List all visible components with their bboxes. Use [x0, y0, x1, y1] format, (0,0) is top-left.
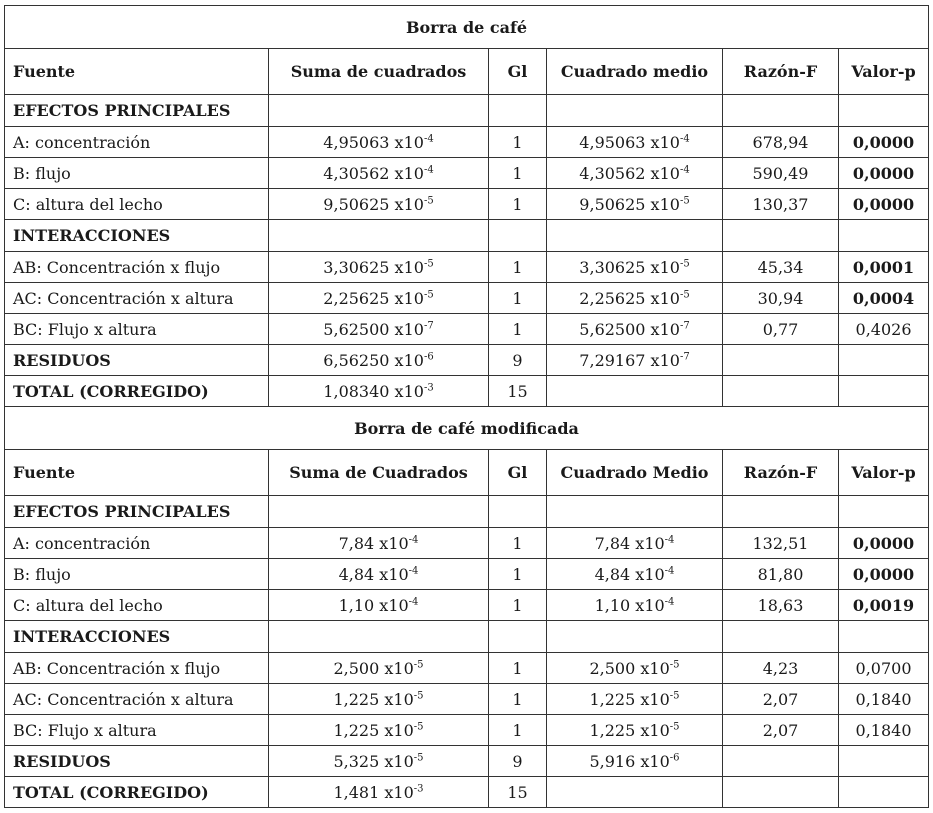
source-cell: C: altura del lecho — [5, 189, 269, 220]
cuadrado-medio-cell — [547, 283, 723, 314]
exponent: -5 — [679, 289, 690, 301]
mantissa: 7,29167 x10 — [579, 350, 680, 370]
exponent: -5 — [413, 721, 424, 733]
exponent: -7 — [679, 351, 690, 363]
razon-f-cell: 30,94 — [723, 283, 839, 314]
valor-p-cell: 0,0001 — [839, 252, 929, 283]
source-cell: TOTAL (CORREGIDO) — [5, 777, 269, 808]
source-cell: BC: Flujo x altura — [5, 314, 269, 345]
razon-f-cell: 18,63 — [723, 590, 839, 621]
empty-cell — [723, 496, 839, 528]
mantissa: 1,225 x10 — [333, 720, 414, 740]
valor-p-cell: 0,1840 — [839, 684, 929, 715]
cuadrado-medio-cell — [547, 746, 723, 777]
exponent: -5 — [423, 289, 434, 301]
group-row — [5, 496, 929, 528]
empty-cell — [839, 345, 929, 376]
gl-cell: 1 — [489, 189, 547, 220]
gl-cell: 1 — [489, 314, 547, 345]
source-cell: AB: Concentración x flujo — [5, 252, 269, 283]
header-razon-f: Razón-F — [723, 450, 839, 496]
mantissa: 4,84 x10 — [594, 564, 665, 584]
table-row — [5, 252, 929, 283]
group-label: EFECTOS PRINCIPALES — [5, 95, 269, 127]
mantissa: 1,08340 x10 — [323, 381, 424, 401]
valor-p-cell: 0,0000 — [839, 158, 929, 189]
source-cell: AC: Concentración x altura — [5, 684, 269, 715]
empty-cell — [269, 621, 489, 653]
valor-p-cell: 0,0004 — [839, 283, 929, 314]
empty-cell — [723, 621, 839, 653]
group-row — [5, 95, 929, 127]
source-cell: A: concentración — [5, 528, 269, 559]
cuadrado-medio-cell — [547, 127, 723, 158]
table-row — [5, 559, 929, 590]
valor-p-cell: 0,0000 — [839, 528, 929, 559]
exponent: -4 — [408, 534, 419, 546]
header-razon-f: Razón-F — [723, 49, 839, 95]
valor-p-cell: 0,0019 — [839, 590, 929, 621]
empty-cell — [839, 496, 929, 528]
mantissa: 1,481 x10 — [333, 782, 414, 802]
cuadrado-medio-cell — [547, 252, 723, 283]
cuadrado-medio-cell — [547, 590, 723, 621]
mantissa: 2,500 x10 — [589, 658, 670, 678]
exponent: -5 — [679, 195, 690, 207]
table-row — [5, 283, 929, 314]
source-cell: B: flujo — [5, 158, 269, 189]
razon-f-cell: 2,07 — [723, 715, 839, 746]
header-valor-p: Valor-p — [839, 49, 929, 95]
suma-cuadrados-cell — [269, 314, 489, 345]
gl-cell: 1 — [489, 715, 547, 746]
gl-cell: 1 — [489, 528, 547, 559]
cuadrado-medio-cell — [547, 684, 723, 715]
empty-cell — [839, 376, 929, 407]
suma-cuadrados-cell — [269, 715, 489, 746]
section-title-row — [5, 407, 929, 450]
empty-cell — [269, 95, 489, 127]
cuadrado-medio-cell — [547, 345, 723, 376]
mantissa: 2,500 x10 — [333, 658, 414, 678]
razon-f-cell: 2,07 — [723, 684, 839, 715]
exponent: -4 — [408, 596, 419, 608]
suma-cuadrados-cell — [269, 345, 489, 376]
exponent: -4 — [408, 565, 419, 577]
exponent: -3 — [423, 382, 434, 394]
empty-cell — [839, 746, 929, 777]
cuadrado-medio-cell — [547, 528, 723, 559]
suma-cuadrados-cell — [269, 746, 489, 777]
source-cell: B: flujo — [5, 559, 269, 590]
mantissa: 2,25625 x10 — [579, 288, 680, 308]
gl-cell: 9 — [489, 746, 547, 777]
mantissa: 5,62500 x10 — [579, 319, 680, 339]
suma-cuadrados-cell — [269, 528, 489, 559]
empty-cell — [547, 621, 723, 653]
mantissa: 5,62500 x10 — [323, 319, 424, 339]
exponent: -4 — [664, 596, 675, 608]
gl-cell: 1 — [489, 252, 547, 283]
gl-cell: 15 — [489, 777, 547, 808]
empty-cell — [723, 746, 839, 777]
source-cell: C: altura del lecho — [5, 590, 269, 621]
mantissa: 4,95063 x10 — [323, 132, 424, 152]
suma-cuadrados-cell — [269, 127, 489, 158]
suma-cuadrados-cell — [269, 653, 489, 684]
mantissa: 1,225 x10 — [333, 689, 414, 709]
empty-cell — [547, 95, 723, 127]
section-title: Borra de café modificada — [5, 407, 929, 450]
mantissa: 1,10 x10 — [338, 595, 409, 615]
empty-cell — [489, 621, 547, 653]
empty-cell — [723, 345, 839, 376]
mantissa: 4,95063 x10 — [579, 132, 680, 152]
empty-cell — [547, 220, 723, 252]
razon-f-cell: 0,77 — [723, 314, 839, 345]
valor-p-cell: 0,0000 — [839, 127, 929, 158]
cuadrado-medio-cell — [547, 559, 723, 590]
table-row — [5, 746, 929, 777]
valor-p-cell: 0,0000 — [839, 559, 929, 590]
valor-p-cell: 0,4026 — [839, 314, 929, 345]
source-cell: TOTAL (CORREGIDO) — [5, 376, 269, 407]
empty-cell — [723, 376, 839, 407]
exponent: -4 — [664, 534, 675, 546]
header-cuadrado: Cuadrado medio — [547, 49, 723, 95]
razon-f-cell: 45,34 — [723, 252, 839, 283]
gl-cell: 1 — [489, 158, 547, 189]
razon-f-cell: 81,80 — [723, 559, 839, 590]
gl-cell: 1 — [489, 684, 547, 715]
valor-p-cell: 0,0700 — [839, 653, 929, 684]
empty-cell — [723, 95, 839, 127]
table-row — [5, 590, 929, 621]
exponent: -5 — [423, 195, 434, 207]
group-row — [5, 220, 929, 252]
empty-cell — [839, 621, 929, 653]
header-fuente: Fuente — [5, 49, 269, 95]
suma-cuadrados-cell — [269, 590, 489, 621]
exponent: -5 — [669, 721, 680, 733]
exponent: -6 — [669, 752, 680, 764]
exponent: -5 — [413, 690, 424, 702]
exponent: -7 — [679, 320, 690, 332]
gl-cell: 1 — [489, 653, 547, 684]
mantissa: 7,84 x10 — [338, 533, 409, 553]
suma-cuadrados-cell — [269, 189, 489, 220]
header-fuente: Fuente — [5, 450, 269, 496]
gl-cell: 1 — [489, 127, 547, 158]
empty-cell — [839, 220, 929, 252]
mantissa: 1,10 x10 — [594, 595, 665, 615]
header-suma: Suma de cuadrados — [269, 49, 489, 95]
table-row — [5, 158, 929, 189]
razon-f-cell: 590,49 — [723, 158, 839, 189]
suma-cuadrados-cell — [269, 777, 489, 808]
mantissa: 6,56250 x10 — [323, 350, 424, 370]
header-suma: Suma de Cuadrados — [269, 450, 489, 496]
anova-table — [4, 5, 929, 808]
empty-cell — [489, 95, 547, 127]
cuadrado-medio-cell — [547, 158, 723, 189]
exponent: -5 — [669, 659, 680, 671]
mantissa: 4,30562 x10 — [323, 163, 424, 183]
empty-cell — [723, 220, 839, 252]
exponent: -6 — [423, 351, 434, 363]
gl-cell: 1 — [489, 559, 547, 590]
header-valor-p: Valor-p — [839, 450, 929, 496]
table-row — [5, 777, 929, 808]
empty-cell — [723, 777, 839, 808]
table-row — [5, 127, 929, 158]
table-row — [5, 314, 929, 345]
razon-f-cell: 4,23 — [723, 653, 839, 684]
valor-p-cell: 0,0000 — [839, 189, 929, 220]
empty-cell — [489, 220, 547, 252]
exponent: -4 — [423, 164, 434, 176]
suma-cuadrados-cell — [269, 252, 489, 283]
source-cell: RESIDUOS — [5, 345, 269, 376]
header-row — [5, 49, 929, 95]
suma-cuadrados-cell — [269, 376, 489, 407]
suma-cuadrados-cell — [269, 559, 489, 590]
mantissa: 1,225 x10 — [589, 720, 670, 740]
gl-cell: 1 — [489, 283, 547, 314]
exponent: -4 — [664, 565, 675, 577]
table-row — [5, 653, 929, 684]
cuadrado-medio-cell — [547, 314, 723, 345]
group-label: EFECTOS PRINCIPALES — [5, 496, 269, 528]
mantissa: 7,84 x10 — [594, 533, 665, 553]
group-label: INTERACCIONES — [5, 621, 269, 653]
razon-f-cell: 132,51 — [723, 528, 839, 559]
mantissa: 3,30625 x10 — [579, 257, 680, 277]
exponent: -7 — [423, 320, 434, 332]
exponent: -3 — [413, 783, 424, 795]
exponent: -5 — [423, 258, 434, 270]
suma-cuadrados-cell — [269, 158, 489, 189]
mantissa: 5,325 x10 — [333, 751, 414, 771]
table-row — [5, 189, 929, 220]
section-title: Borra de café — [5, 6, 929, 49]
empty-cell — [547, 376, 723, 407]
table-row — [5, 684, 929, 715]
exponent: -5 — [413, 659, 424, 671]
cuadrado-medio-cell — [547, 715, 723, 746]
header-cuadrado: Cuadrado Medio — [547, 450, 723, 496]
cuadrado-medio-cell — [547, 653, 723, 684]
empty-cell — [839, 95, 929, 127]
exponent: -5 — [669, 690, 680, 702]
suma-cuadrados-cell — [269, 283, 489, 314]
valor-p-cell: 0,1840 — [839, 715, 929, 746]
group-label: INTERACCIONES — [5, 220, 269, 252]
suma-cuadrados-cell — [269, 684, 489, 715]
mantissa: 4,84 x10 — [338, 564, 409, 584]
gl-cell: 1 — [489, 590, 547, 621]
exponent: -5 — [679, 258, 690, 270]
header-gl: Gl — [489, 49, 547, 95]
mantissa: 2,25625 x10 — [323, 288, 424, 308]
source-cell: A: concentración — [5, 127, 269, 158]
source-cell: AC: Concentración x altura — [5, 283, 269, 314]
table-row — [5, 715, 929, 746]
table-row — [5, 528, 929, 559]
mantissa: 9,50625 x10 — [323, 194, 424, 214]
mantissa: 4,30562 x10 — [579, 163, 680, 183]
group-row — [5, 621, 929, 653]
empty-cell — [839, 777, 929, 808]
razon-f-cell: 130,37 — [723, 189, 839, 220]
gl-cell: 15 — [489, 376, 547, 407]
razon-f-cell: 678,94 — [723, 127, 839, 158]
source-cell: BC: Flujo x altura — [5, 715, 269, 746]
exponent: -4 — [679, 133, 690, 145]
exponent: -4 — [679, 164, 690, 176]
cuadrado-medio-cell — [547, 189, 723, 220]
empty-cell — [269, 496, 489, 528]
header-gl: Gl — [489, 450, 547, 496]
mantissa: 1,225 x10 — [589, 689, 670, 709]
mantissa: 5,916 x10 — [589, 751, 670, 771]
mantissa: 3,30625 x10 — [323, 257, 424, 277]
table-row — [5, 345, 929, 376]
gl-cell: 9 — [489, 345, 547, 376]
mantissa: 9,50625 x10 — [579, 194, 680, 214]
empty-cell — [547, 496, 723, 528]
empty-cell — [269, 220, 489, 252]
section-title-row — [5, 6, 929, 49]
exponent: -4 — [423, 133, 434, 145]
table-row — [5, 376, 929, 407]
exponent: -5 — [413, 752, 424, 764]
source-cell: RESIDUOS — [5, 746, 269, 777]
source-cell: AB: Concentración x flujo — [5, 653, 269, 684]
header-row — [5, 450, 929, 496]
empty-cell — [489, 496, 547, 528]
empty-cell — [547, 777, 723, 808]
